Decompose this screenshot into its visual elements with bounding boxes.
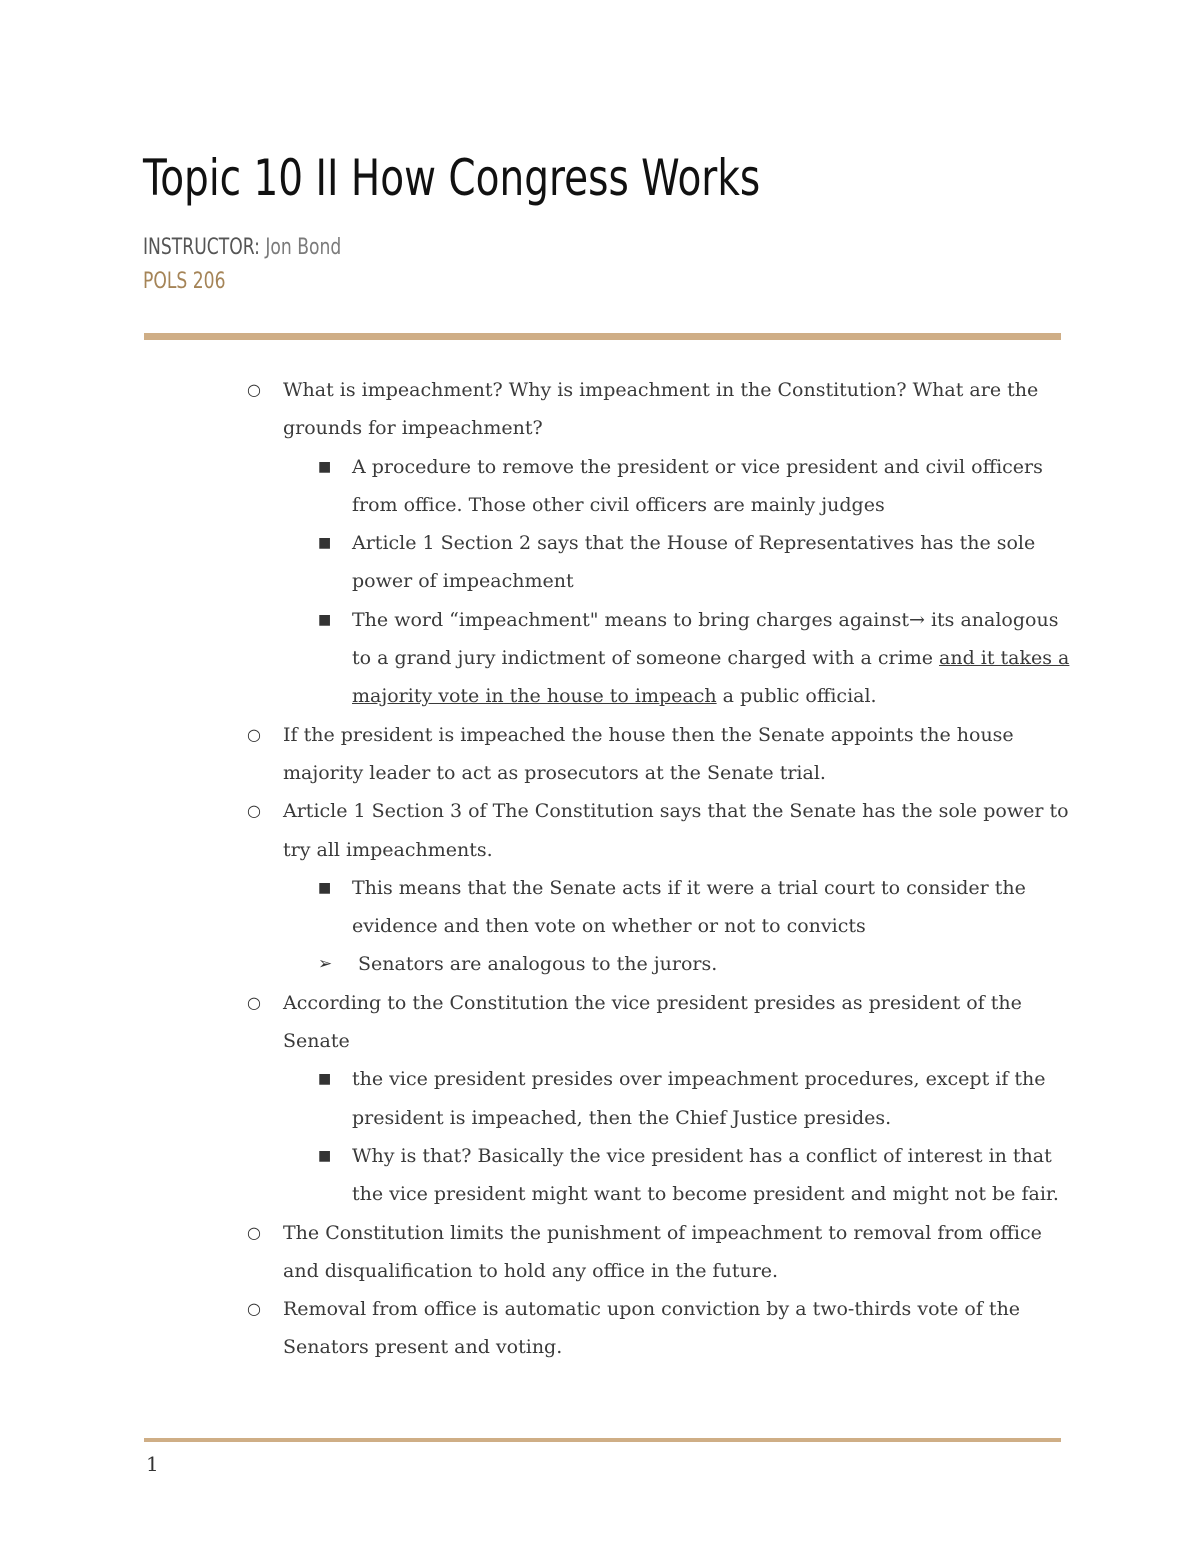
notes-list xyxy=(0,371,1200,1367)
list-item-text: A procedure to remove the president or vice president and civil officers from office. Those other civil officers are mainly judges xyxy=(352,455,1043,516)
list-item xyxy=(0,524,1072,601)
list-item-text: Article 1 Section 3 of The Constitution says that the Senate has the sole power to try all impeachments. xyxy=(283,800,1069,861)
list-item xyxy=(0,601,1072,716)
list-item xyxy=(0,1214,1073,1291)
list-item xyxy=(0,1290,1073,1367)
square-bullet-icon: ■ xyxy=(318,611,332,628)
circle-bullet-icon: ○ xyxy=(247,724,261,744)
list-item xyxy=(0,945,1072,983)
list-item-text: If the president is impeached the house then the Senate appoints the house majority leader to act as prosecutors at the Senate trial. xyxy=(283,723,1014,784)
list-item-text: Removal from office is automatic upon conviction by a two-thirds vote of the Senators present and voting. xyxy=(283,1298,1021,1359)
list-item-text: According to the Constitution the vice president presides as president of the Senate xyxy=(283,991,1022,1053)
document-title: Topic 10 II How Congress Works xyxy=(143,149,761,207)
list-item-text: This means that the Senate acts if it were a trial court to consider the evidence and then vote on whether or not to convicts xyxy=(352,876,1026,938)
square-bullet-icon: ■ xyxy=(318,1071,332,1088)
circle-bullet-icon: ○ xyxy=(247,1299,261,1319)
list-item xyxy=(0,371,1073,448)
list-item-text: What is impeachment? Why is impeachment in the Constitution? What are the grounds for impeachment? xyxy=(283,379,1039,440)
square-bullet-icon: ■ xyxy=(318,1147,332,1164)
list-item-text: Senators are analogous to the jurors. xyxy=(358,953,718,976)
list-item-text: Article 1 Section 2 says that the House of Representatives has the sole power of impeachment xyxy=(352,532,1036,593)
list-item xyxy=(0,984,1073,1061)
list-item-text-start: The word “impeachment" means to bring charges against→ its analogous to a grand jury indictment of someone charged with a crime xyxy=(352,608,1059,670)
list-item xyxy=(0,869,1072,946)
square-bullet-icon: ■ xyxy=(318,458,332,475)
arrowhead-bullet-icon: ➢ xyxy=(318,954,333,975)
list-item xyxy=(0,792,1073,869)
list-item-text-end: a public official. xyxy=(716,685,877,708)
underlined-phrase: and it takes a majority vote in the house to impeach xyxy=(352,647,1070,708)
footer-divider xyxy=(144,1438,1061,1442)
square-bullet-icon: ■ xyxy=(318,535,332,552)
circle-bullet-icon: ○ xyxy=(247,992,261,1012)
page-number: 1 xyxy=(146,1452,159,1476)
list-item xyxy=(0,716,1073,793)
instructor-line xyxy=(143,233,341,263)
list-item xyxy=(0,448,1072,525)
list-item xyxy=(0,1060,1072,1137)
circle-bullet-icon: ○ xyxy=(247,1222,261,1242)
list-item-text: The Constitution limits the punishment of impeachment to removal from office and disqualification to hold any office in the future. xyxy=(283,1221,1042,1282)
list-item xyxy=(0,1137,1072,1214)
instructor-label: INSTRUCTOR: xyxy=(143,235,260,260)
header-divider xyxy=(144,333,1061,340)
course-code: POLS 206 xyxy=(143,269,226,294)
circle-bullet-icon: ○ xyxy=(247,380,261,399)
list-item-text xyxy=(352,609,1069,708)
list-item-text: Why is that? Basically the vice president has a conflict of interest in that the vice president might want to become president and might not be fair. xyxy=(352,1144,1059,1206)
list-item-text: the vice president presides over impeachment procedures, except if the president is impeached, then the Chief Justice presides. xyxy=(352,1068,1046,1129)
square-bullet-icon: ■ xyxy=(318,879,332,896)
instructor-name: Jon Bond xyxy=(259,235,342,260)
circle-bullet-icon: ○ xyxy=(247,801,261,821)
